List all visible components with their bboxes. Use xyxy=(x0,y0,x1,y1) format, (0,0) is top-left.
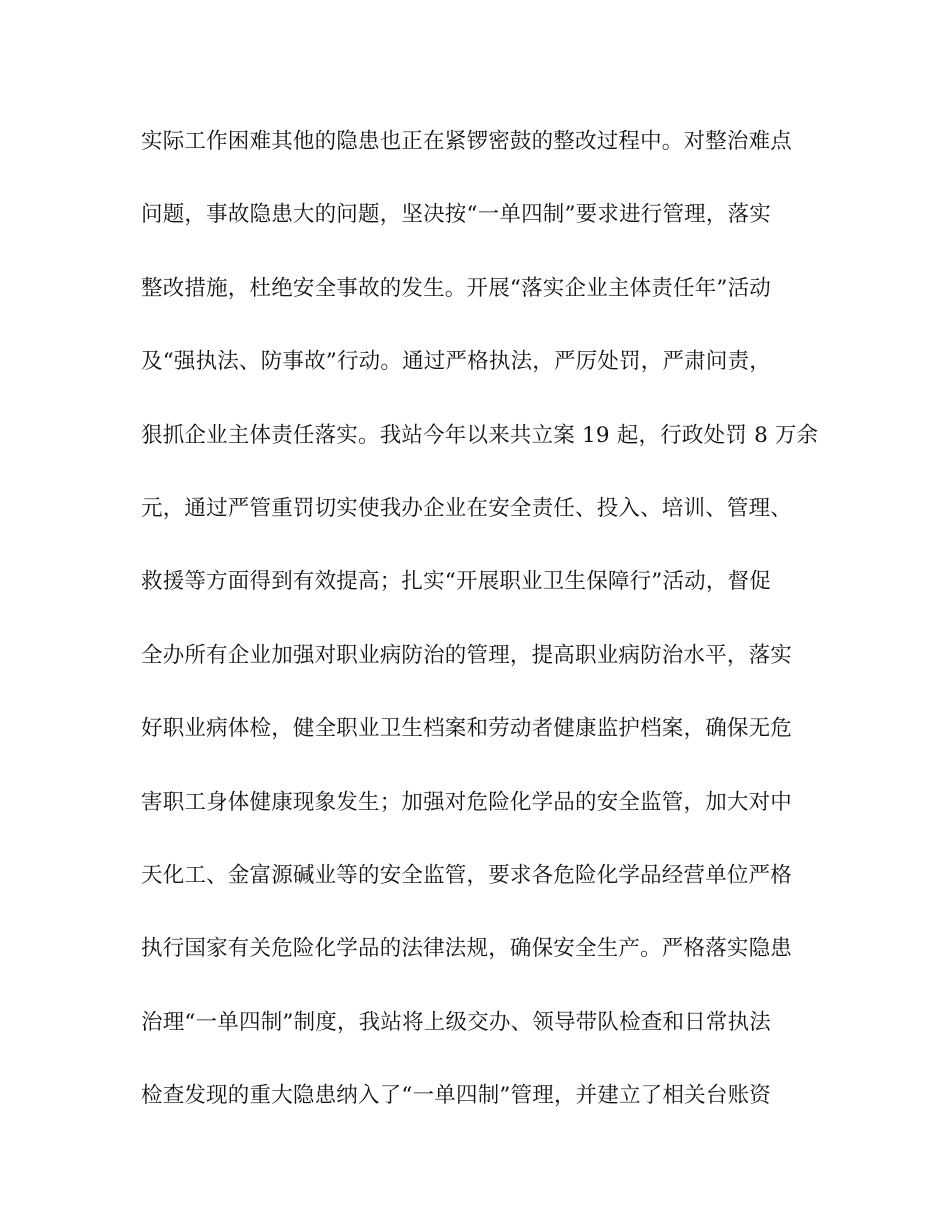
text-line: 全办所有企业加强对职业病防治的管理，提高职业病防治水平，落实 xyxy=(141,642,793,668)
text-line: 问题，事故隐患大的问题，坚决按“一单四制”要求进行管理，落实 xyxy=(141,202,771,228)
text-line: 执行国家有关危险化学品的法律法规，确保安全生产。严格落实隐患 xyxy=(141,936,793,962)
text-line: 元，通过严管重罚切实使我办企业在安全责任、投入、培训、管理、 xyxy=(141,495,793,521)
text-line: 实际工作困难其他的隐患也正在紧锣密鼓的整改过程中。对整治难点 xyxy=(141,129,793,154)
text-line: 害职工身体健康现象发生；加强对危险化学品的安全监管，加大对中 xyxy=(141,789,793,815)
text-line: 好职业病体检，健全职业卫生档案和劳动者健康监护档案，确保无危 xyxy=(141,716,793,742)
text-line: 检查发现的重大隐患纳入了“一单四制”管理，并建立了相关台账资 xyxy=(141,1083,771,1109)
text-line: 救援等方面得到有效提高；扎实“开展职业卫生保障行”活动，督促 xyxy=(141,569,771,595)
body-text xyxy=(141,122,819,1149)
text-line: 治理“一单四制”制度，我站将上级交办、领导带队检查和日常执法 xyxy=(141,1009,771,1035)
text-line: 狠抓企业主体责任落实。我站今年以来共立案 19 起，行政处罚 8 万余 xyxy=(141,422,819,448)
text-line: 整改措施，杜绝安全事故的发生。开展“落实企业主体责任年”活动 xyxy=(141,275,771,301)
text-line: 天化工、金富源碱业等的安全监管，要求各危险化学品经营单位严格 xyxy=(141,862,793,888)
text-line: 及“强执法、防事故”行动。通过严格执法，严厉处罚，严肃问责， xyxy=(141,349,771,375)
